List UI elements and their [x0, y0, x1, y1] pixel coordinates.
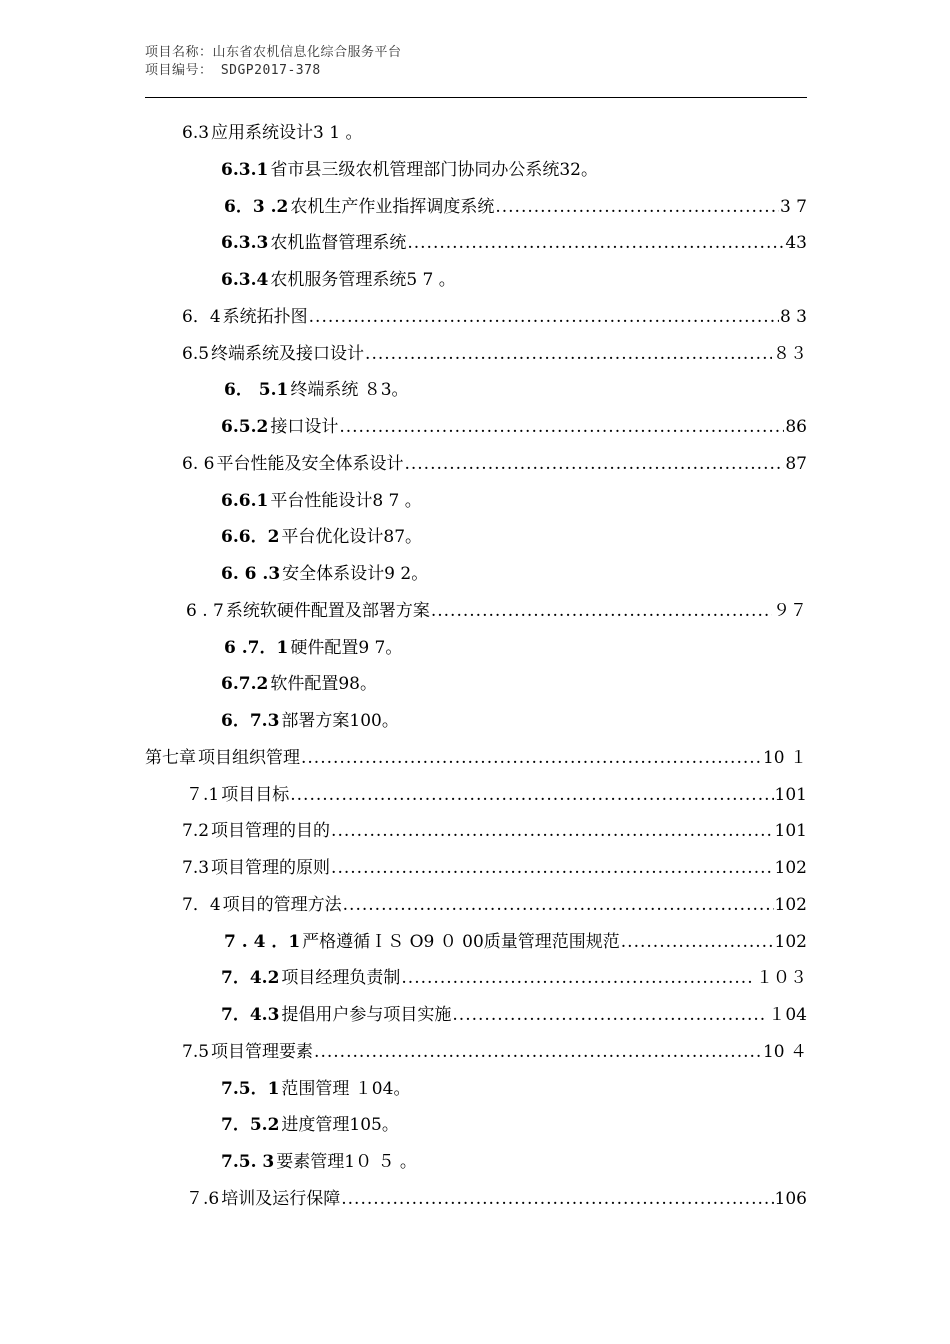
toc-entry-title: 进度管理 [281, 1115, 350, 1136]
project-number: 项目编号： SDGP2017-378 [145, 63, 321, 78]
toc-entry-page: 101 [774, 821, 807, 842]
toc-entry[interactable] [182, 304, 807, 330]
toc-entry[interactable] [221, 157, 598, 183]
toc-entry-number: 6 .7．1 [224, 637, 289, 658]
toc-entry-number: ７.6 [186, 1188, 220, 1209]
toc-entry[interactable] [221, 1002, 807, 1028]
toc-entry[interactable] [182, 1039, 807, 1065]
toc-entry-number: 6. 6 [182, 453, 215, 474]
toc-leader-dots [452, 1002, 767, 1028]
toc-entry-page: 86 [785, 417, 807, 437]
toc-entry-title: 安全体系设计 [282, 564, 385, 584]
toc-entry-page: 100。 [349, 711, 399, 731]
toc-leader-dots [343, 892, 774, 918]
toc-entry-page: 87 [785, 453, 807, 474]
header-divider [145, 97, 807, 98]
toc-entry-page: ８３ [773, 343, 807, 364]
toc-entry-number: 7.3 [182, 858, 210, 878]
toc-entry[interactable] [221, 267, 456, 293]
toc-entry-title: 范围管理 １04。 [281, 1078, 411, 1099]
toc-entry-number: 7.5. 3 [221, 1152, 275, 1172]
toc-entry-number: 7.5 [182, 1041, 210, 1062]
toc-entry-title: 项目管理的原则 [211, 858, 331, 878]
toc-leader-dots [407, 230, 784, 256]
toc-entry-title: 省市县三级农机管理部门协同办公系统 [270, 159, 560, 180]
toc-entry[interactable] [221, 488, 422, 514]
toc-entry[interactable] [221, 708, 399, 734]
toc-leader-dots [365, 341, 772, 367]
toc-entry-number: 6.5.2 [221, 417, 269, 437]
toc-entry-number: 6．7.3 [221, 711, 280, 731]
toc-entry-title: 农机生产作业指挥调度系统 [290, 196, 495, 217]
toc-entry[interactable] [186, 1186, 807, 1212]
toc-entry[interactable] [182, 341, 807, 367]
toc-leader-dots [431, 598, 772, 624]
toc-entry-number: 7．4.2 [221, 968, 280, 989]
toc-entry-title: 项目的管理方法 [222, 894, 342, 915]
toc-entry-page: 87。 [383, 527, 423, 548]
toc-entry-title: 部署方案 [281, 711, 350, 731]
toc-entry-page: 8 3 [779, 306, 807, 327]
toc-entry-title: 应用系统设计 [211, 123, 314, 143]
toc-entry-number: 6.3.3 [221, 233, 269, 254]
toc-entry-page: 10 １ [762, 747, 807, 768]
toc-entry-page: 8 7 。 [372, 490, 422, 511]
toc-leader-dots [290, 782, 773, 808]
toc-leader-dots [309, 304, 779, 330]
toc-entry-title: 平台性能及安全体系设计 [216, 453, 404, 474]
toc-entry-page: 101 [774, 784, 807, 805]
toc-entry-page: 98。 [338, 674, 377, 695]
toc-leader-dots [341, 1186, 773, 1212]
toc-entry[interactable] [182, 818, 807, 844]
toc-entry-title: 系统软硬件配置及部署方案 [225, 600, 430, 621]
toc-entry-number: 6． 5.1 [224, 380, 289, 401]
toc-entry-number: 6. 6 .3 [221, 564, 281, 584]
toc-entry-title: 农机监督管理系统 [270, 233, 407, 254]
toc-entry-title: 终端系统及接口设计 [211, 343, 365, 364]
toc-entry-number: 6．3 .2 [224, 196, 289, 217]
toc-entry-page: 105。 [349, 1115, 399, 1136]
toc-entry-title: 项目目标 [221, 784, 290, 805]
toc-entry-page: １04 [768, 1005, 807, 1025]
toc-entry[interactable] [224, 929, 807, 955]
toc-entry-number: 7．4 [182, 894, 221, 915]
toc-leader-dots [331, 855, 774, 881]
toc-entry-page: 106 [774, 1188, 807, 1209]
toc-entry-title: 提倡用户参与项目实施 [281, 1005, 452, 1025]
toc-entry-number: 7．5.2 [221, 1115, 280, 1136]
toc-entry-page: 102 [774, 931, 807, 952]
toc-entry[interactable] [221, 561, 428, 587]
toc-entry-page: 102 [774, 858, 807, 878]
toc-entry[interactable] [186, 782, 807, 808]
toc-entry-title: 软件配置 [270, 674, 339, 695]
toc-entry-number: 7．4.3 [221, 1005, 280, 1025]
toc-entry-page: 10 ４ [762, 1041, 807, 1062]
toc-entry-page: ９７ [773, 600, 807, 621]
toc-entry-page: 43 [785, 233, 807, 254]
toc-entry[interactable] [221, 524, 422, 550]
toc-leader-dots [339, 414, 784, 440]
toc-entry-number: 6.6．2 [221, 527, 280, 548]
toc-entry-title: 农机服务管理系统 [270, 270, 407, 290]
toc-leader-dots [401, 965, 755, 991]
toc-leader-dots [314, 1039, 762, 1065]
toc-entry[interactable] [182, 892, 807, 918]
toc-entry-title: 项目管理的目的 [211, 821, 331, 842]
page-header [145, 44, 807, 80]
toc-entry-number: 6.6.1 [221, 490, 269, 511]
toc-entry[interactable] [224, 194, 807, 220]
toc-entry-page: 9 2。 [384, 564, 429, 584]
toc-entry-page: 5 7 。 [406, 270, 456, 290]
toc-entry[interactable] [221, 1076, 410, 1102]
toc-entry-number: 7 . 4 ．1 [224, 931, 301, 952]
toc-entry-title: 终端系统 ８3。 [290, 380, 409, 401]
toc-leader-dots [495, 194, 779, 220]
toc-entry[interactable] [221, 671, 377, 697]
toc-entry-number: 6.5 [182, 343, 210, 364]
toc-entry-title: 项目管理要素 [211, 1041, 314, 1062]
toc-entry-number: 6 . 7 [186, 600, 224, 621]
toc-entry[interactable] [221, 230, 807, 256]
toc-entry[interactable] [145, 745, 807, 771]
toc-entry[interactable] [224, 377, 409, 403]
toc-entry-number: 6．4 [182, 306, 221, 327]
toc-entry-page: 3 1 。 [313, 123, 363, 143]
toc-entry-page: 9 7。 [358, 637, 403, 658]
toc-entry-title: 平台优化设计 [281, 527, 384, 548]
toc-entry-number: 7.2 [182, 821, 210, 842]
toc-entry-number: 6.3.4 [221, 270, 269, 290]
toc-entry-title: 要素管理 [276, 1152, 345, 1172]
toc-entry-title: 平台性能设计 [270, 490, 373, 511]
toc-entry-number: 第七章 [145, 747, 196, 768]
toc-leader-dots [331, 818, 774, 844]
toc-entry-page: 3 7 [779, 196, 807, 217]
toc-entry-title: 严格遵循ＩＳ O9 ０ 00质量管理范围规范 [302, 931, 620, 952]
toc-entry-page: 32。 [559, 159, 598, 180]
toc-entry-title: 项目组织管理 [198, 747, 300, 768]
toc-entry[interactable] [182, 120, 363, 146]
toc-entry-page: １０３ [756, 968, 807, 989]
toc-entry-number: ７.1 [186, 784, 220, 805]
toc-entry[interactable] [182, 855, 807, 881]
toc-entry-title: 硬件配置 [290, 637, 359, 658]
toc-entry-title: 项目经理负责制 [281, 968, 401, 989]
toc-entry[interactable] [221, 1112, 399, 1138]
toc-entry[interactable] [186, 598, 807, 624]
toc-leader-dots [621, 929, 774, 955]
toc-entry-page: 102 [774, 894, 807, 915]
toc-entry-number: 7.5．1 [221, 1078, 280, 1099]
toc-entry[interactable] [182, 451, 807, 477]
project-name: 项目名称：山东省农机信息化综合服务平台 [145, 45, 402, 60]
toc-entry[interactable] [221, 965, 807, 991]
toc-entry[interactable] [221, 1149, 417, 1175]
toc-entry-title: 培训及运行保障 [221, 1188, 341, 1209]
toc-entry-number: 6.7.2 [221, 674, 269, 695]
toc-entry-title: 接口设计 [270, 417, 339, 437]
toc-leader-dots [301, 745, 762, 771]
toc-entry[interactable] [224, 635, 402, 661]
toc-leader-dots [404, 451, 784, 477]
toc-entry-page: 1０ ５ 。 [344, 1152, 417, 1172]
toc-entry[interactable] [221, 414, 807, 440]
toc-entry-number: 6.3 [182, 123, 210, 143]
toc-entry-number: 6.3.1 [221, 159, 269, 180]
toc-entry-title: 系统拓扑图 [222, 306, 308, 327]
